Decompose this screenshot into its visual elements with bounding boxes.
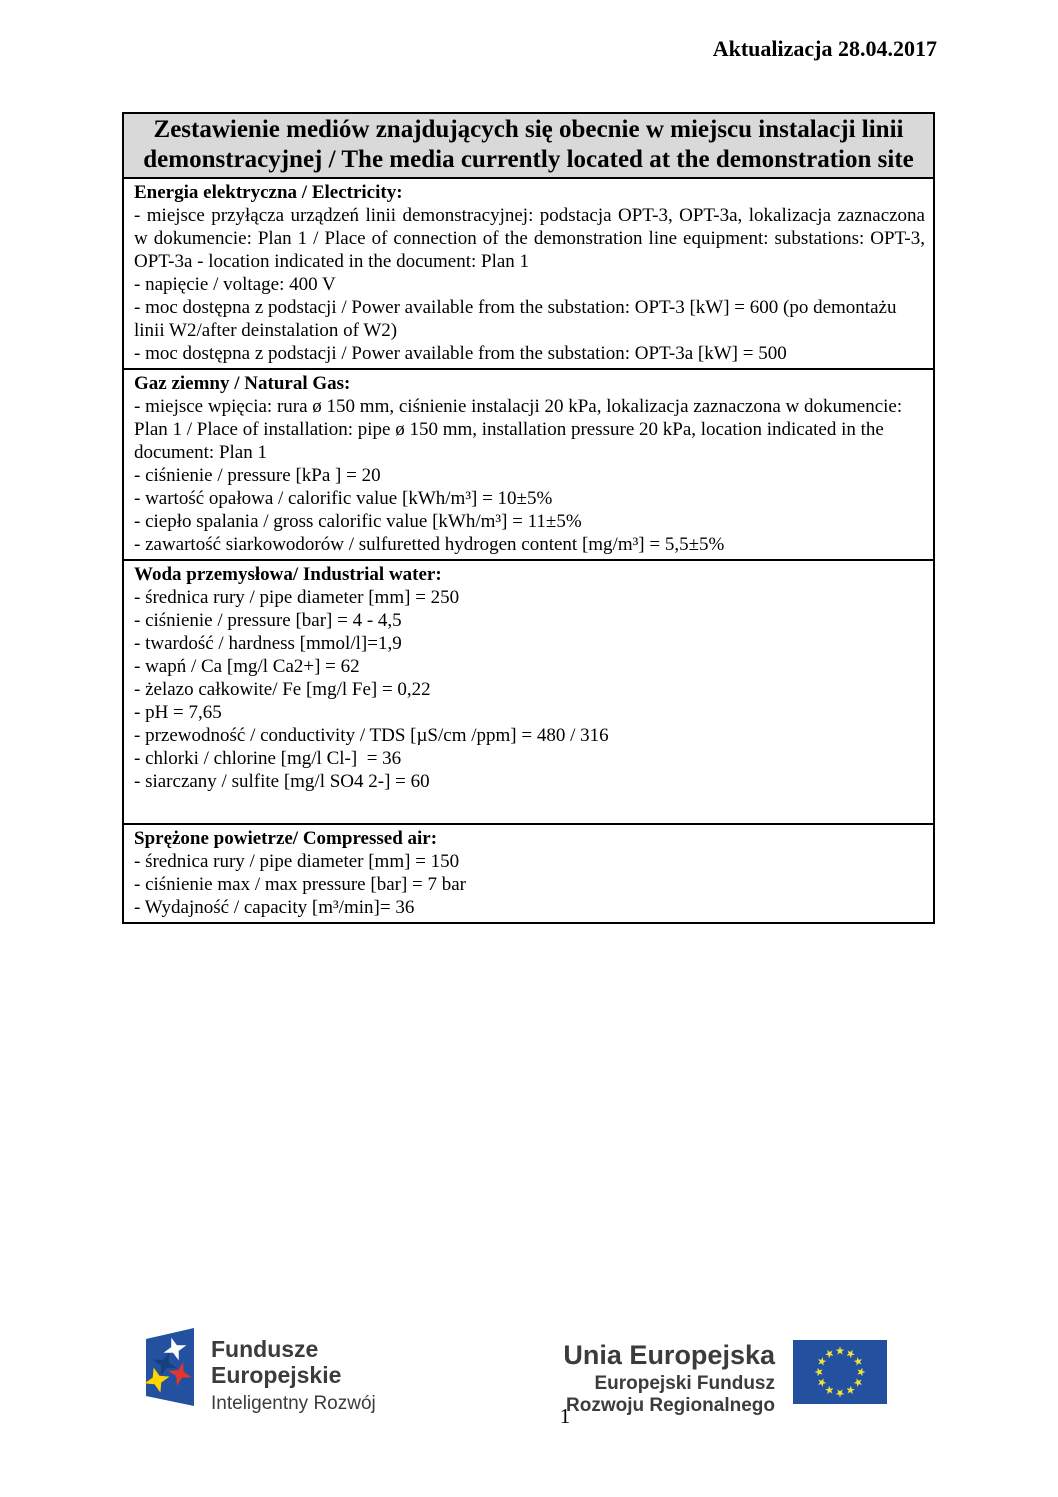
eu-logo-title: Unia Europejska (563, 1340, 775, 1370)
electricity-item: - napięcie / voltage: 400 V (134, 274, 336, 295)
electricity-item: - moc dostępna z podstacji / Power available from the substation: OPT-3a [kW] = 500 (134, 343, 787, 364)
electricity-item: - moc dostępna z podstacji / Power available from the substation: OPT-3 [kW] = 600 (po demontażu linii W2/after deinstalation of W2) (134, 297, 902, 341)
gas-item: - wartość opałowa / calorific value [kWh/m³] = 10±5% (134, 488, 553, 509)
table-title: Zestawienie mediów znajdujących się obecnie w miejscu instalacji linii demonstracyjnej / The media currently located at the demonstration site (122, 112, 935, 179)
fe-logo-text (211, 1328, 376, 1415)
section-natural-gas-heading: Gaz ziemny / Natural Gas: (134, 373, 351, 394)
gas-item: - miejsce wpięcia: rura ø 150 mm, ciśnienie instalacji 20 kPa, lokalizacja zaznaczona w dokumencie: Plan 1 / Place of installation: pipe ø 150 mm, installation pressure 20 kPa, location indicated in the document: Plan 1 (134, 396, 907, 463)
air-item: - ciśnienie max / max pressure [bar] = 7 bar (134, 874, 467, 895)
water-item: - ciśnienie / pressure [bar] = 4 - 4,5 (134, 610, 402, 631)
gas-item: - ciepło spalania / gross calorific value [kWh/m³] = 11±5% (134, 511, 582, 532)
water-item: - wapń / Ca [mg/l Ca2+] = 62 (134, 656, 360, 677)
section-natural-gas (124, 370, 933, 561)
section-industrial-water-heading: Woda przemysłowa/ Industrial water: (134, 564, 442, 585)
air-item: - Wydajność / capacity [m³/min]= 36 (134, 897, 415, 918)
table-body (122, 177, 935, 924)
electricity-item: - miejsce przyłącza urządzeń linii demonstracyjnej: podstacja OPT-3, OPT-3a, lokalizacja zaznaczona w dokumencie: Plan 1 / Place of connection of the demonstration line equipment: substations: OPT-3, OPT-3a - location indicated in the document: Plan 1 (134, 205, 930, 272)
fe-flag-icon (143, 1328, 197, 1406)
water-item: - średnica rury / pipe diameter [mm] = 250 (134, 587, 460, 608)
fe-logo-title: Fundusze Europejskie (211, 1336, 342, 1388)
gas-item: - ciśnienie / pressure [kPa ] = 20 (134, 465, 381, 486)
fundusze-europejskie-logo (143, 1328, 376, 1415)
unia-europejska-logo-text (563, 1340, 775, 1417)
gas-item: - zawartość siarkowodorów / sulfuretted hydrogen content [mg/m³] = 5,5±5% (134, 534, 725, 555)
fe-logo-subtitle: Inteligentny Rozwój (211, 1393, 376, 1414)
section-industrial-water (124, 561, 933, 825)
section-electricity (124, 179, 933, 370)
water-item: - przewodność / conductivity / TDS [µS/cm /ppm] = 480 / 316 (134, 725, 609, 746)
air-item: - średnica rury / pipe diameter [mm] = 150 (134, 851, 460, 872)
water-item: - twardość / hardness [mmol/l]=1,9 (134, 633, 402, 654)
eu-flag-icon (793, 1340, 887, 1404)
water-item: - chlorki / chlorine [mg/l Cl-] = 36 (134, 748, 402, 769)
water-item: - żelazo całkowite/ Fe [mg/l Fe] = 0,22 (134, 679, 431, 700)
page-number: 1 (559, 1404, 571, 1428)
section-compressed-air (124, 825, 933, 922)
section-compressed-air-heading: Sprężone powietrze/ Compressed air: (134, 828, 438, 849)
water-item: - siarczany / sulfite [mg/l SO4 2-] = 60 (134, 771, 430, 792)
water-item: - pH = 7,65 (134, 702, 222, 723)
media-table (122, 112, 935, 924)
eu-logo-subtitle: Europejski Fundusz Rozwoju Regionalnego (566, 1373, 775, 1416)
update-date-label: Aktualizacja 28.04.2017 (712, 36, 937, 61)
section-electricity-heading: Energia elektryczna / Electricity: (134, 182, 403, 203)
